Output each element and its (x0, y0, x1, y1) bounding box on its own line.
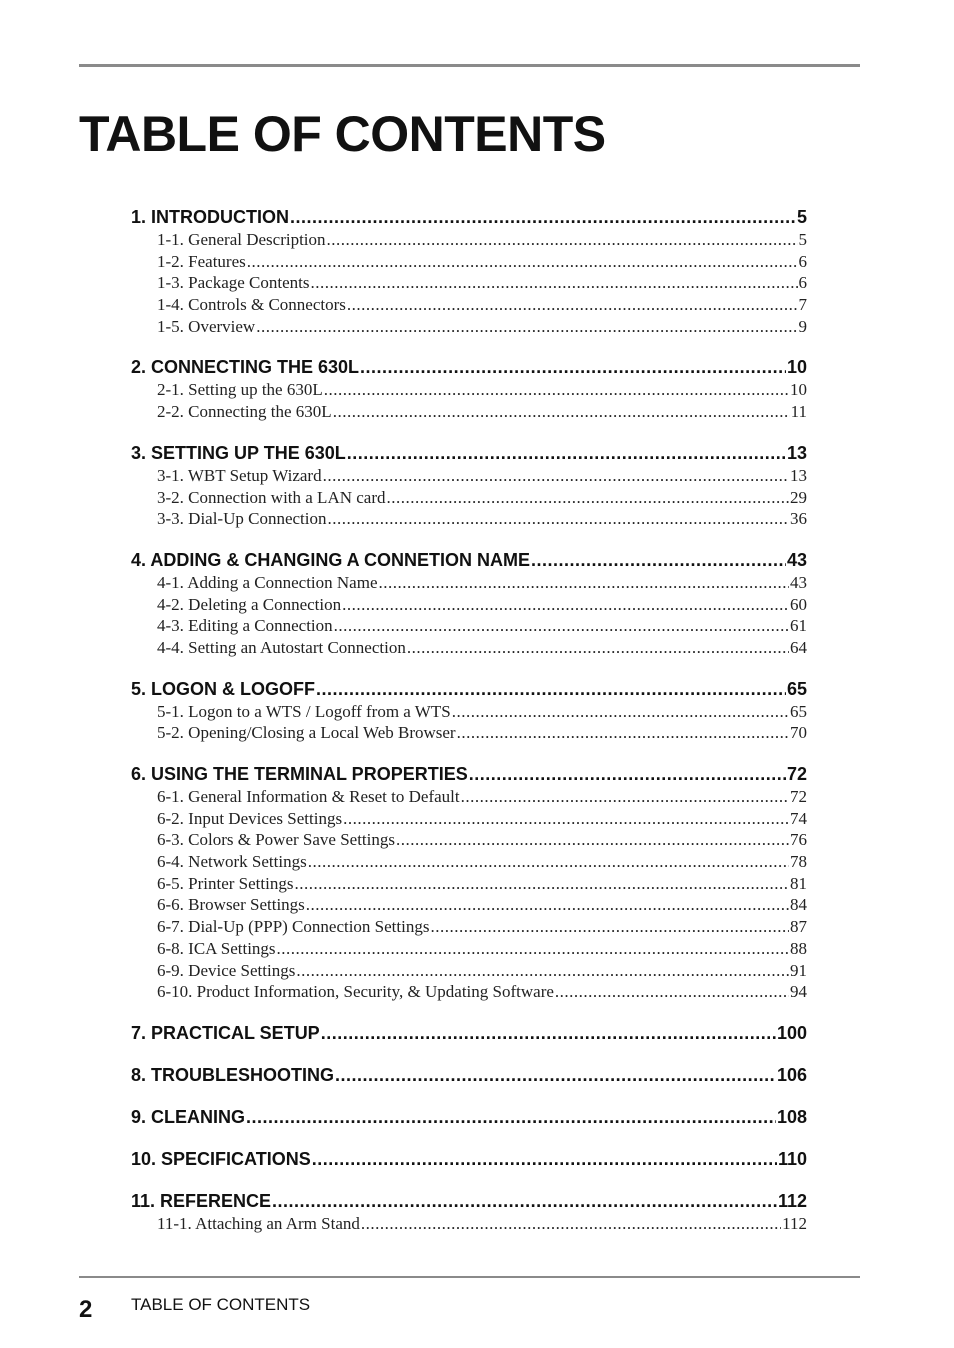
dot-leader (316, 678, 786, 701)
toc-chapter-page: 10 (786, 357, 807, 378)
toc-entry-title: 2-1. Setting up the 630L (157, 380, 323, 400)
toc-entry-title: 6-7. Dial-Up (PPP) Connection Settings (157, 917, 430, 937)
dot-leader (333, 401, 790, 423)
toc-chapter[interactable] (131, 678, 807, 701)
dot-leader (308, 851, 789, 873)
toc-entry[interactable] (131, 487, 807, 509)
toc-entry-title: 1-5. Overview (157, 316, 256, 336)
toc-entry[interactable] (131, 829, 807, 851)
toc-section (131, 1190, 807, 1235)
toc-entry-page: 43 (790, 572, 807, 592)
toc-entry-page: 94 (790, 982, 807, 1002)
top-rule (79, 64, 860, 67)
toc-entry-title: 11-1. Attaching an Arm Stand (157, 1213, 360, 1233)
dot-leader (256, 316, 797, 338)
dot-leader (296, 960, 789, 982)
toc-entry[interactable] (131, 701, 807, 723)
toc-entry-title: 1-1. General Description (157, 230, 326, 249)
dot-leader (290, 206, 796, 229)
dot-leader (324, 379, 789, 401)
toc-entry-page: 64 (790, 637, 807, 657)
toc-chapter[interactable] (131, 1148, 807, 1171)
toc-entry-page: 60 (790, 594, 807, 614)
toc-chapter-page: 106 (776, 1064, 807, 1085)
toc-section (131, 442, 807, 530)
toc-entry[interactable] (131, 938, 807, 960)
toc-chapter[interactable] (131, 442, 807, 465)
toc-entry[interactable] (131, 401, 807, 423)
toc-chapter-page: 112 (777, 1190, 807, 1211)
dot-leader (387, 487, 790, 509)
dot-leader (321, 1022, 776, 1045)
dot-leader (407, 637, 789, 659)
bottom-rule (79, 1276, 860, 1278)
toc-entry-title: 6-1. General Information & Reset to Default (157, 787, 460, 806)
toc-entry[interactable] (131, 251, 807, 273)
dot-leader (343, 808, 789, 830)
toc-chapter[interactable] (131, 1106, 807, 1129)
toc-entry-title: 4-1. Adding a Connection Name (157, 572, 378, 592)
toc-chapter-title: 2. CONNECTING THE 630L (131, 357, 360, 378)
toc-entry[interactable] (131, 594, 807, 616)
toc-entry-page: 6 (798, 251, 807, 271)
toc-entry-title: 2-2. Connecting the 630L (157, 402, 332, 422)
toc-entry[interactable] (131, 379, 807, 401)
toc-chapter[interactable] (131, 356, 807, 379)
page-number: 2 (79, 1296, 93, 1323)
toc-entry-page: 70 (790, 723, 807, 743)
toc-entry[interactable] (131, 873, 807, 895)
toc-chapter-title: 7. PRACTICAL SETUP (131, 1022, 320, 1043)
toc-chapter-title: 11. REFERENCE (131, 1190, 272, 1211)
toc-entry-page: 10 (790, 380, 807, 400)
toc-chapter[interactable] (131, 206, 807, 229)
dot-leader (531, 549, 786, 572)
dot-leader (312, 1148, 777, 1171)
toc-section (131, 356, 807, 422)
toc-chapter-title: 8. TROUBLESHOOTING (131, 1064, 335, 1085)
toc-entry-title: 6-8. ICA Settings (157, 938, 276, 958)
toc-entry-page: 91 (790, 960, 807, 980)
dot-leader (335, 1064, 776, 1087)
toc-chapter-page: 5 (796, 207, 807, 227)
toc-entry[interactable] (131, 229, 807, 251)
toc-chapter-page: 72 (786, 764, 807, 784)
table-of-contents (131, 206, 807, 1254)
toc-entry-title: 4-2. Deleting a Connection (157, 594, 342, 614)
dot-leader (272, 1190, 777, 1213)
toc-chapter-page: 110 (777, 1148, 807, 1169)
toc-section (131, 678, 807, 744)
toc-chapter-page: 100 (776, 1022, 807, 1043)
toc-entry-page: 13 (790, 465, 807, 485)
toc-entry-page: 76 (790, 830, 807, 850)
dot-leader (379, 572, 790, 594)
dot-leader (469, 763, 786, 786)
dot-leader (347, 442, 786, 465)
toc-entry-page: 7 (798, 295, 807, 315)
toc-chapter[interactable] (131, 1022, 807, 1045)
dot-leader (342, 594, 789, 616)
toc-entry-title: 6-2. Input Devices Settings (157, 808, 343, 828)
toc-entry-title: 6-4. Network Settings (157, 852, 307, 872)
toc-chapter-title: 10. SPECIFICATIONS (131, 1148, 311, 1169)
toc-entry-page: 36 (790, 509, 807, 529)
toc-entry-page: 78 (790, 852, 807, 872)
toc-entry[interactable] (131, 722, 807, 744)
toc-entry[interactable] (131, 960, 807, 982)
toc-entry-title: 4-3. Editing a Connection (157, 616, 333, 636)
toc-entry-title: 6-5. Printer Settings (157, 873, 294, 893)
dot-leader (247, 251, 798, 273)
toc-entry-title: 6-10. Product Information, Security, & Updating Software (157, 982, 554, 1002)
dot-leader (277, 938, 789, 960)
toc-chapter[interactable] (131, 1190, 807, 1213)
toc-entry-page: 84 (790, 895, 807, 915)
toc-entry-title: 3-3. Dial-Up Connection (157, 509, 327, 529)
toc-entry-title: 3-2. Connection with a LAN card (157, 487, 386, 507)
toc-chapter[interactable] (131, 763, 807, 786)
toc-entry-title: 4-4. Setting an Autostart Connection (157, 637, 406, 657)
toc-entry-title: 1-2. Features (157, 251, 246, 271)
dot-leader (246, 1106, 776, 1129)
page-title: TABLE OF CONTENTS (79, 106, 606, 162)
toc-entry[interactable] (131, 1213, 807, 1235)
toc-chapter-title: 9. CLEANING (131, 1106, 246, 1127)
toc-entry-page: 72 (790, 787, 807, 806)
dot-leader (396, 829, 789, 851)
toc-section (131, 1064, 807, 1087)
toc-entry[interactable] (131, 851, 807, 873)
toc-entry[interactable] (131, 508, 807, 530)
toc-chapter-title: 3. SETTING UP THE 630L (131, 442, 346, 463)
dot-leader (360, 356, 786, 379)
toc-section (131, 206, 807, 337)
toc-section (131, 1106, 807, 1129)
toc-entry[interactable] (131, 465, 807, 487)
dot-leader (327, 229, 798, 251)
dot-leader (306, 894, 789, 916)
toc-entry-title: 6-9. Device Settings (157, 960, 296, 980)
toc-entry[interactable] (131, 272, 807, 294)
toc-entry[interactable] (131, 808, 807, 830)
toc-entry[interactable] (131, 637, 807, 659)
toc-chapter-page: 13 (786, 442, 807, 463)
toc-chapter-page: 43 (786, 549, 807, 570)
running-footer: TABLE OF CONTENTS (131, 1295, 311, 1314)
dot-leader (555, 981, 789, 1003)
toc-entry-title: 5-1. Logon to a WTS / Logoff from a WTS (157, 701, 451, 721)
toc-chapter-title: 1. INTRODUCTION (131, 207, 290, 227)
toc-entry-page: 87 (790, 917, 807, 937)
dot-leader (461, 786, 789, 808)
toc-entry[interactable] (131, 294, 807, 316)
toc-entry-page: 6 (798, 273, 807, 293)
toc-entry-page: 9 (798, 316, 807, 336)
toc-chapter[interactable] (131, 1064, 807, 1087)
toc-entry-page: 29 (790, 487, 807, 507)
toc-entry-page: 11 (790, 402, 807, 422)
toc-entry-page: 112 (782, 1213, 807, 1233)
dot-leader (430, 916, 789, 938)
toc-entry-page: 5 (798, 230, 807, 249)
toc-entry[interactable] (131, 316, 807, 338)
toc-entry[interactable] (131, 786, 807, 808)
toc-entry-page: 81 (790, 873, 807, 893)
dot-leader (347, 294, 798, 316)
toc-section (131, 1148, 807, 1171)
toc-entry-title: 6-3. Colors & Power Save Settings (157, 830, 395, 850)
toc-chapter-title: 5. LOGON & LOGOFF (131, 678, 315, 699)
toc-entry-title: 3-1. WBT Setup Wizard (157, 465, 322, 485)
dot-leader (323, 465, 789, 487)
dot-leader (334, 615, 789, 637)
toc-chapter-title: 6. USING THE TERMINAL PROPERTIES (131, 764, 468, 784)
toc-section (131, 549, 807, 659)
toc-entry-page: 65 (790, 701, 807, 721)
dot-leader (294, 873, 789, 895)
dot-leader (361, 1213, 781, 1235)
dot-leader (452, 701, 789, 723)
toc-entry-title: 6-6. Browser Settings (157, 895, 305, 915)
dot-leader (457, 722, 789, 744)
toc-entry[interactable] (131, 615, 807, 637)
toc-chapter[interactable] (131, 549, 807, 572)
toc-entry-page: 88 (790, 938, 807, 958)
toc-chapter-page: 65 (786, 678, 807, 699)
toc-entry-title: 1-4. Controls & Connectors (157, 295, 346, 315)
toc-section (131, 763, 807, 1003)
toc-chapter-page: 108 (776, 1106, 807, 1127)
toc-entry[interactable] (131, 916, 807, 938)
toc-entry-page: 74 (790, 808, 807, 828)
toc-entry-page: 61 (790, 616, 807, 636)
toc-entry[interactable] (131, 572, 807, 594)
toc-entry[interactable] (131, 894, 807, 916)
toc-entry-title: 1-3. Package Contents (157, 273, 310, 293)
toc-entry[interactable] (131, 981, 807, 1003)
dot-leader (311, 272, 798, 294)
toc-chapter-title: 4. ADDING & CHANGING A CONNETION NAME (131, 549, 531, 570)
toc-entry-title: 5-2. Opening/Closing a Local Web Browser (157, 723, 456, 743)
dot-leader (328, 508, 790, 530)
toc-section (131, 1022, 807, 1045)
